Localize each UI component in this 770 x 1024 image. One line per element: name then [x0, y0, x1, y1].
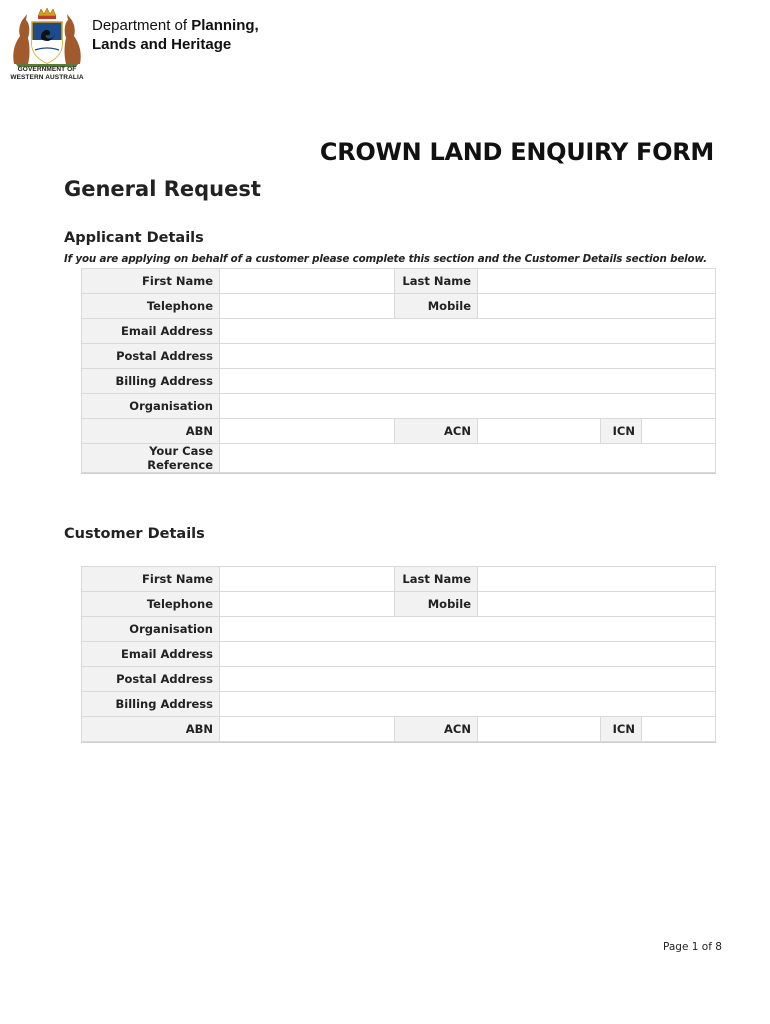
table-row [82, 667, 716, 692]
gov-line-2: WESTERN AUSTRALIA [10, 73, 84, 81]
acn-label: ACN [395, 419, 478, 444]
abn-label: ABN [82, 419, 220, 444]
table-row [82, 269, 716, 294]
icn-label: ICN [601, 419, 642, 444]
customer-mobile-field[interactable] [478, 592, 716, 617]
dept-line-1-bold: Planning, [191, 17, 259, 34]
wa-coat-of-arms-logo [8, 6, 86, 68]
table-row [82, 617, 716, 642]
acn-label: ACN [395, 717, 478, 742]
table-row [82, 344, 716, 369]
email-label: Email Address [82, 642, 220, 667]
applicant-billing-address-field[interactable] [220, 369, 716, 394]
customer-telephone-field[interactable] [220, 592, 395, 617]
table-row [82, 394, 716, 419]
icn-label: ICN [601, 717, 642, 742]
table-row [82, 369, 716, 394]
table-row [82, 319, 716, 344]
organisation-label: Organisation [82, 394, 220, 419]
table-row [82, 592, 716, 617]
page-number: Page 1 of 8 [663, 941, 722, 953]
telephone-label: Telephone [82, 592, 220, 617]
mobile-label: Mobile [395, 592, 478, 617]
customer-email-field[interactable] [220, 642, 716, 667]
table-row [82, 444, 716, 473]
applicant-postal-address-field[interactable] [220, 344, 716, 369]
dept-line-2: Lands and Heritage [92, 36, 232, 53]
postal-address-label: Postal Address [82, 344, 220, 369]
customer-acn-field[interactable] [478, 717, 601, 742]
customer-abn-field[interactable] [220, 717, 395, 742]
applicant-acn-field[interactable] [478, 419, 601, 444]
applicant-section-title: Applicant Details [64, 230, 204, 246]
customer-organisation-field[interactable] [220, 617, 716, 642]
first-name-label: First Name [82, 269, 220, 294]
email-label: Email Address [82, 319, 220, 344]
customer-details-table [81, 566, 716, 742]
applicant-first-name-field[interactable] [220, 269, 395, 294]
mobile-label: Mobile [395, 294, 478, 319]
applicant-mobile-field[interactable] [478, 294, 716, 319]
gov-line-1: GOVERNMENT OF [17, 66, 77, 73]
government-label [4, 66, 90, 81]
last-name-label: Last Name [395, 567, 478, 592]
applicant-organisation-field[interactable] [220, 394, 716, 419]
table-row [82, 717, 716, 742]
abn-label: ABN [82, 717, 220, 742]
letterhead [4, 6, 304, 86]
department-name [92, 16, 259, 54]
first-name-label: First Name [82, 567, 220, 592]
form-title: CROWN LAND ENQUIRY FORM [319, 138, 714, 166]
table-row [82, 419, 716, 444]
applicant-telephone-field[interactable] [220, 294, 395, 319]
case-reference-label: Your Case Reference [82, 444, 220, 473]
applicant-last-name-field[interactable] [478, 269, 716, 294]
billing-address-label: Billing Address [82, 692, 220, 717]
telephone-label: Telephone [82, 294, 220, 319]
organisation-label: Organisation [82, 617, 220, 642]
table-row [82, 294, 716, 319]
customer-billing-address-field[interactable] [220, 692, 716, 717]
last-name-label: Last Name [395, 269, 478, 294]
customer-last-name-field[interactable] [478, 567, 716, 592]
applicant-icn-field[interactable] [642, 419, 716, 444]
dept-line-1-prefix: Department of [92, 17, 192, 34]
applicant-details-table [81, 268, 716, 473]
page-title: General Request [64, 177, 261, 201]
customer-postal-address-field[interactable] [220, 667, 716, 692]
table-row [82, 642, 716, 667]
customer-section-title: Customer Details [64, 526, 205, 542]
applicant-case-reference-field[interactable] [220, 444, 716, 473]
postal-address-label: Postal Address [82, 667, 220, 692]
customer-icn-field[interactable] [642, 717, 716, 742]
applicant-note: If you are applying on behalf of a customer please complete this section and the Customer Details section below. [64, 253, 707, 265]
table-row [82, 692, 716, 717]
applicant-abn-field[interactable] [220, 419, 395, 444]
table-row [82, 567, 716, 592]
billing-address-label: Billing Address [82, 369, 220, 394]
applicant-email-field[interactable] [220, 319, 716, 344]
customer-first-name-field[interactable] [220, 567, 395, 592]
